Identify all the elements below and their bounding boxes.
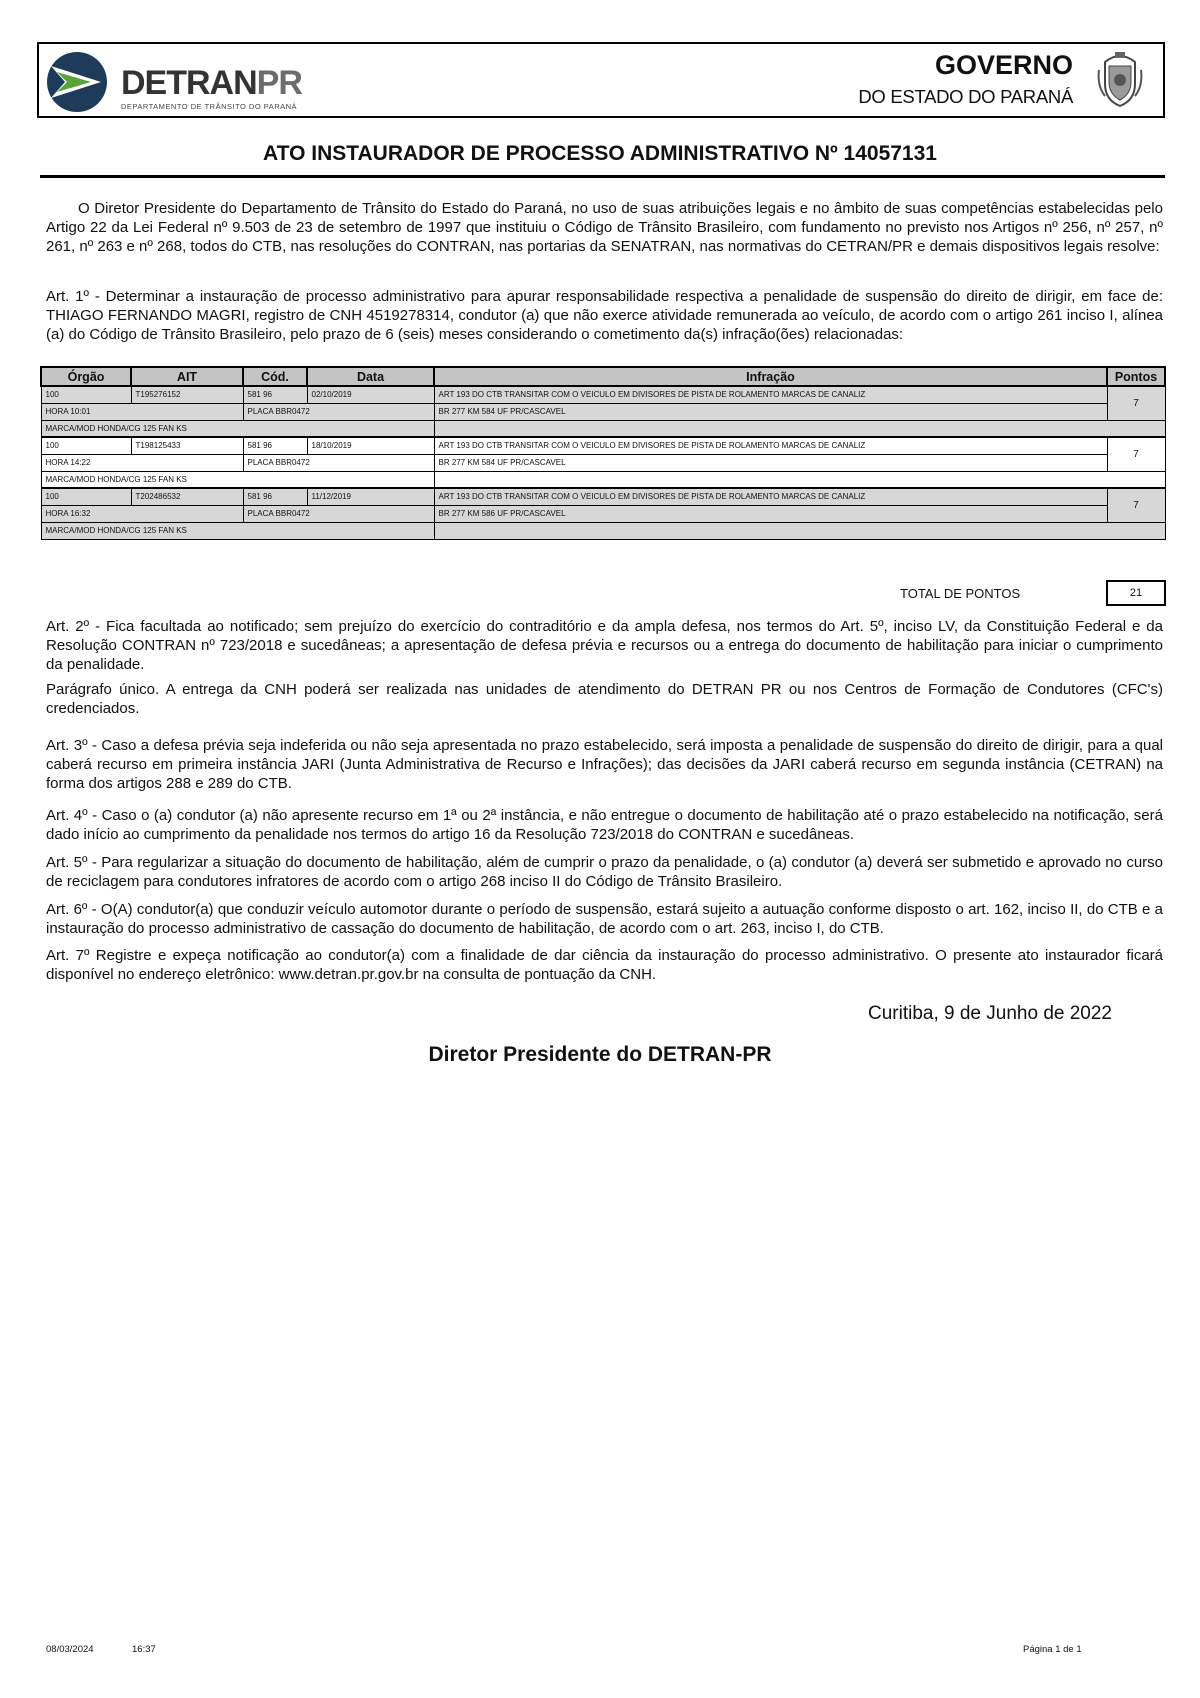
article-4: Art. 4º - Caso o (a) condutor (a) não apresente recurso em 1ª ou 2ª instância, e não entregue o documento de habilitação até o prazo estabelecido na notificação, será dado início ao cumprimento da penalidade nos termos do artigo 16 da Resolução 723/2018 do CONTRAN e sucedâneas.: [46, 807, 1163, 843]
table-row: [41, 403, 1165, 420]
table-row: [41, 488, 1165, 505]
government-subtitle: DO ESTADO DO PARANÁ: [858, 86, 1073, 107]
cell-ait: T198125433: [131, 437, 243, 454]
table-row: [41, 454, 1165, 471]
cell-local: BR 277 KM 586 UF PR/CASCAVEL: [434, 505, 1107, 522]
column-header-ait: AIT: [131, 367, 243, 386]
cell-orgao: 100: [41, 437, 131, 454]
cell-marca: MARCA/MOD HONDA/CG 125 FAN KS: [41, 522, 434, 539]
title-divider: [40, 175, 1165, 178]
cell-empty: [434, 522, 1165, 539]
cell-marca: MARCA/MOD HONDA/CG 125 FAN KS: [41, 471, 434, 488]
cell-hora: HORA 10:01: [41, 403, 243, 420]
cell-infracao: ART 193 DO CTB TRANSITAR COM O VEICULO EM DIVISORES DE PISTA DE ROLAMENTO MARCAS DE CANALIZ: [434, 386, 1107, 403]
column-header-data: Data: [307, 367, 434, 386]
footer-time: 16:37: [132, 1644, 156, 1655]
cell-placa: PLACA BBR0472: [243, 454, 434, 471]
table-row: [41, 437, 1165, 454]
cell-cod: 581 96: [243, 488, 307, 505]
column-header-pontos: Pontos: [1107, 367, 1165, 386]
cell-orgao: 100: [41, 488, 131, 505]
cell-infracao: ART 193 DO CTB TRANSITAR COM O VEICULO EM DIVISORES DE PISTA DE ROLAMENTO MARCAS DE CANALIZ: [434, 437, 1107, 454]
cell-ait: T202486532: [131, 488, 243, 505]
cell-marca: MARCA/MOD HONDA/CG 125 FAN KS: [41, 420, 434, 437]
infractions-table: [40, 366, 1166, 540]
signature-title: Diretor Presidente do DETRAN-PR: [428, 1043, 772, 1066]
cell-orgao: 100: [41, 386, 131, 403]
cell-cod: 581 96: [243, 437, 307, 454]
article-2: Art. 2º - Fica facultada ao notificado; sem prejuízo do exercício do contraditório e da ampla defesa, nos termos do Art. 5º, inciso LV, da Constituição Federal e da Resolução CONTRAN nº 723/2018 e sucedâneas; a apresentação de defesa prévia e recursos ou a entrega do documento de habilitação para iniciar o cumprimento da penalidade.: [46, 618, 1163, 673]
article-7: Art. 7º Registre e expeça notificação ao condutor(a) com a finalidade de dar ciência da instauração do processo administrativo. O presente ato instaurador ficará disponível no endereço eletrônico: www.detran.pr.gov.br na consulta de pontuação da CNH.: [46, 947, 1163, 983]
cell-placa: PLACA BBR0472: [243, 403, 434, 420]
cell-local: BR 277 KM 584 UF PR/CASCAVEL: [434, 454, 1107, 471]
article-3: Art. 3º - Caso a defesa prévia seja indeferida ou não seja apresentada no prazo estabelecido, será imposta a penalidade de suspensão do direito de dirigir, para a qual caberá recurso em primeira instância JARI (Junta Administrativa de Recurso e Infrações); das decisões da JARI caberá recurso em segunda instância (CETRAN) na forma dos artigos 288 e 289 do CTB.: [46, 737, 1163, 792]
cell-local: BR 277 KM 584 UF PR/CASCAVEL: [434, 403, 1107, 420]
table-row: [41, 522, 1165, 539]
state-crest-icon: [1095, 50, 1145, 108]
cell-data: 02/10/2019: [307, 386, 434, 403]
table-row: [41, 420, 1165, 437]
table-row: [41, 386, 1165, 403]
article-5: Art. 5º - Para regularizar a situação do documento de habilitação, além de cumprir o prazo da penalidade, o (a) condutor (a) deverá ser submetido e aprovado no curso de reciclagem para condutores infratores de acordo com o artigo 268 inciso II do Código de Trânsito Brasileiro.: [46, 854, 1163, 890]
cell-empty: [434, 471, 1165, 488]
footer-page-number: Página 1 de 1: [1023, 1644, 1082, 1655]
total-points-label: TOTAL DE PONTOS: [900, 586, 1021, 601]
footer-date: 08/03/2024: [46, 1644, 94, 1655]
cell-data: 18/10/2019: [307, 437, 434, 454]
document-title: ATO INSTAURADOR DE PROCESSO ADMINISTRATIVO Nº 14057131: [263, 142, 937, 165]
cell-pontos: 7: [1107, 437, 1165, 471]
cell-cod: 581 96: [243, 386, 307, 403]
table-header-row: [41, 367, 1165, 386]
cell-infracao: ART 193 DO CTB TRANSITAR COM O VEICULO EM DIVISORES DE PISTA DE ROLAMENTO MARCAS DE CANALIZ: [434, 488, 1107, 505]
detran-logo-subtitle: DEPARTAMENTO DE TRÂNSITO DO PARANÁ: [121, 102, 298, 111]
cell-ait: T195276152: [131, 386, 243, 403]
table-row: [41, 471, 1165, 488]
table-row: [41, 505, 1165, 522]
government-title: GOVERNO: [934, 50, 1073, 80]
cell-pontos: 7: [1107, 488, 1165, 522]
column-header-cod: Cód.: [243, 367, 307, 386]
cell-hora: HORA 16:32: [41, 505, 243, 522]
cell-empty: [434, 420, 1165, 437]
sole-paragraph: Parágrafo único. A entrega da CNH poderá ser realizada nas unidades de atendimento do DETRAN PR ou nos Centros de Formação de Condutores (CFC's) credenciados.: [46, 681, 1163, 717]
document-header: [37, 42, 1165, 118]
cell-placa: PLACA BBR0472: [243, 505, 434, 522]
cell-data: 11/12/2019: [307, 488, 434, 505]
article-6: Art. 6º - O(A) condutor(a) que conduzir veículo automotor durante o período de suspensão, estará sujeito a autuação conforme disposto o art. 162, inciso II, do CTB e a instauração do processo administrativo de cassação do documento de habilitação, de acordo com o art. 263, inciso I, do CTB.: [46, 901, 1163, 937]
article-1: Art. 1º - Determinar a instauração de processo administrativo para apurar responsabilidade respectiva a penalidade de suspensão do direito de dirigir, em face de: THIAGO FERNANDO MAGRI, registro de CNH 4519278314, condutor (a) que não exerce atividade remunerada ao veículo, de acordo com o artigo 261 inciso I, alínea (a) do Código de Trânsito Brasileiro, pelo prazo de 6 (seis) meses considerando o cometimento da(s) infração(ões) relacionadas:: [46, 288, 1163, 343]
cell-pontos: 7: [1107, 386, 1165, 420]
column-header-infracao: Infração: [434, 367, 1107, 386]
intro-paragraph: O Diretor Presidente do Departamento de Trânsito do Estado do Paraná, no uso de suas atribuições legais e no âmbito de suas competências estabelecidas pelo Artigo 22 da Lei Federal nº 9.503 de 23 de setembro de 1997 que instituiu o Código de Trânsito Brasileiro, com fundamento no previsto nos Artigos nº 256, nº 257, nº 261, nº 263 e nº 268, todos do CTB, nas resoluções do CONTRAN, nas portarias da SENATRAN, nas normativas do CETRAN/PR e demais dispositivos legais resolve:: [46, 200, 1163, 255]
cell-hora: HORA 14:22: [41, 454, 243, 471]
detran-logo-icon: [43, 50, 115, 114]
total-points-value: 21: [1106, 580, 1166, 606]
city-date: Curitiba, 9 de Junho de 2022: [867, 1003, 1112, 1024]
detran-logo-wordmark: DETRANPR: [121, 64, 302, 102]
column-header-orgao: Órgão: [41, 367, 131, 386]
